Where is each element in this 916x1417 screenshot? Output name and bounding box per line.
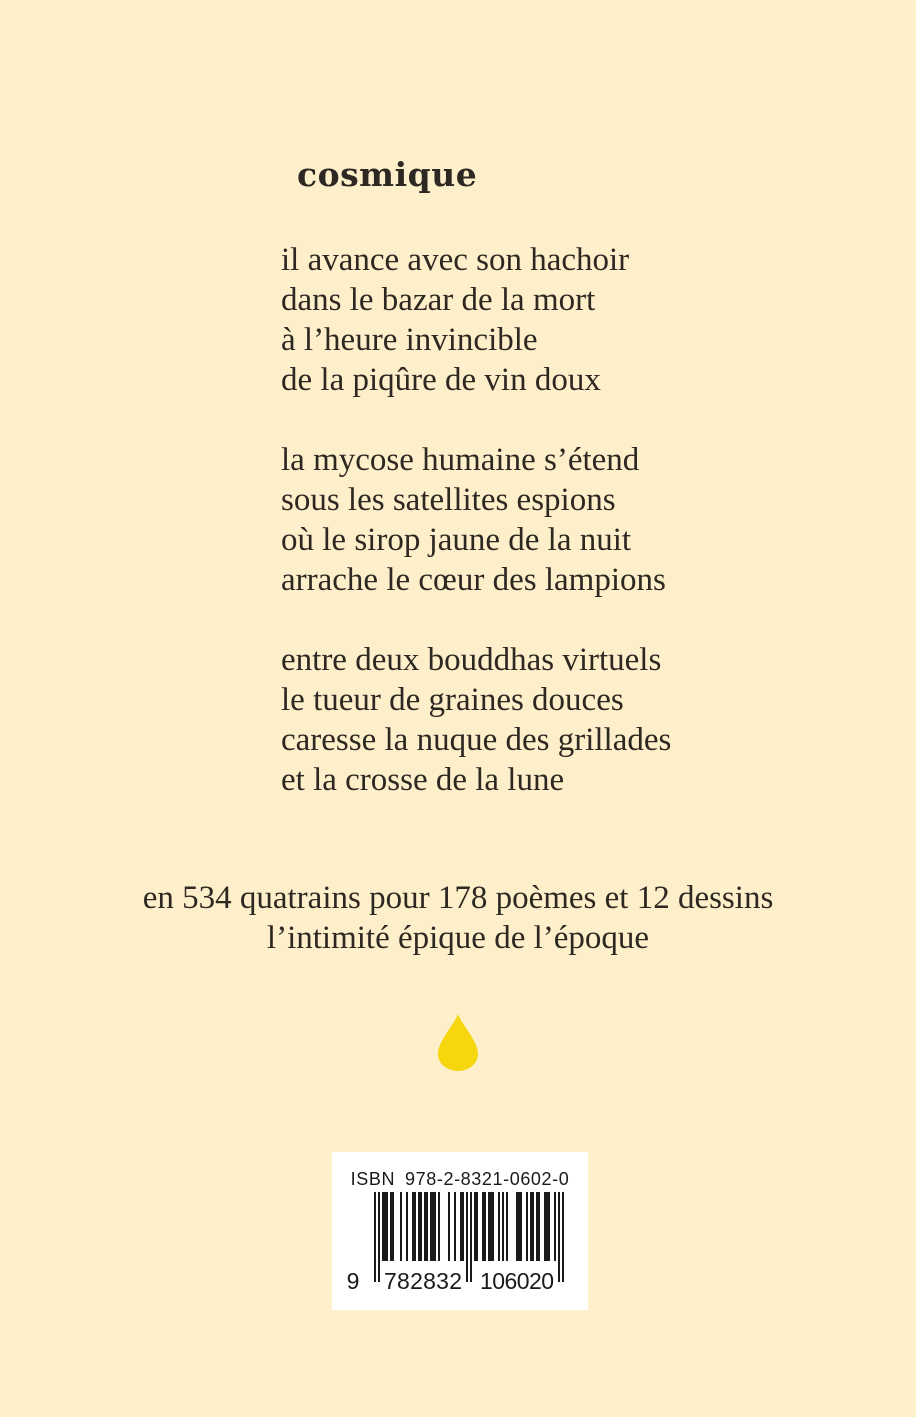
poem-stanza-1 <box>281 240 629 400</box>
poem-line: sous les satellites espions <box>281 482 616 518</box>
blurb-line: l’intimité épique de l’époque <box>266 920 650 956</box>
svg-text:106020: 106020 <box>480 1268 554 1292</box>
drop-icon <box>438 1014 478 1071</box>
poem-line: le tueur de graines douces <box>281 682 624 718</box>
isbn-label <box>332 1170 588 1188</box>
svg-text:9: 9 <box>346 1268 360 1292</box>
poem-stanza-3 <box>281 640 671 800</box>
svg-text:782832: 782832 <box>384 1268 462 1292</box>
poem-line: arrache le cœur des lampions <box>281 562 666 598</box>
blurb-line: en 534 quatrains pour 178 poèmes et 12 dessins <box>142 880 774 916</box>
poem-line: entre deux bouddhas virtuels <box>281 642 662 678</box>
poem-title: cosmique <box>297 155 478 194</box>
poem-line: caresse la nuque des grillades <box>281 722 672 758</box>
poem-line: il avance avec son hachoir <box>281 242 630 278</box>
poem-line: et la crosse de la lune <box>281 762 565 798</box>
ean13-barcode <box>332 1192 588 1292</box>
poem-line: à l’heure invincible <box>281 322 538 358</box>
barcode <box>332 1152 588 1310</box>
poem-line: de la piqûre de vin doux <box>281 362 601 398</box>
poem-line: la mycose humaine s’étend <box>281 442 640 478</box>
isbn-number: 978-2-8321-0602-0 <box>405 1169 570 1189</box>
poem-stanza-2 <box>281 440 666 600</box>
back-cover-blurb <box>0 878 916 958</box>
poem-line: dans le bazar de la mort <box>281 282 596 318</box>
poem-line: où le sirop jaune de la nuit <box>281 522 632 558</box>
isbn-prefix: ISBN <box>350 1169 396 1189</box>
